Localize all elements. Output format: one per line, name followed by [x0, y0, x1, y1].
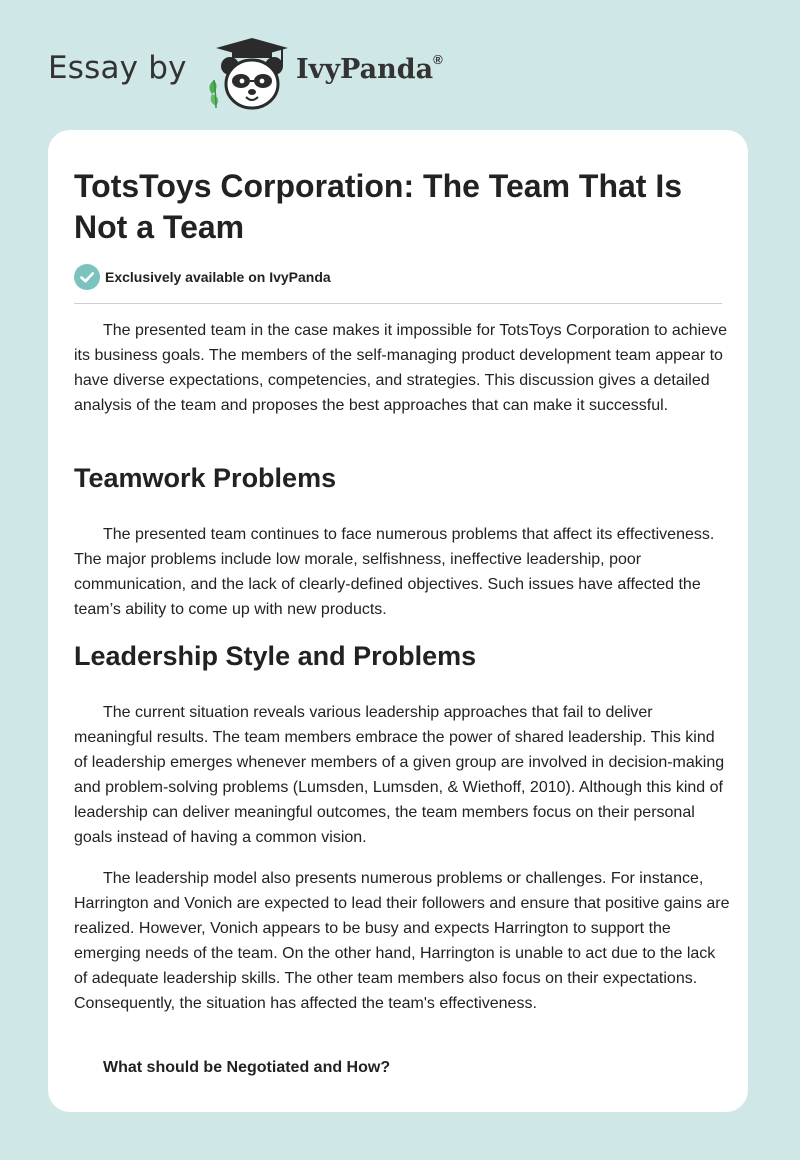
badge-label: Exclusively available on IvyPanda: [105, 269, 331, 285]
divider: [74, 303, 722, 304]
check-circle-icon: [74, 264, 100, 290]
panda-graduate-logo-icon[interactable]: [202, 36, 294, 112]
registered-mark: ®: [433, 52, 443, 67]
leadership-paragraph-1: The current situation reveals various leadership approaches that fail to deliver meaningful results. The team members embrace the power of shared leadership. This kind of leadership emerges whenever members of a given group are involved in decision-making and problem-solving problems (Lumsden, Lumsden, & Wiethoff, 2010). Although this kind of leadership can deliver meaningful outcomes, the team members focus on their personal goals instead of having a common vision.: [74, 704, 725, 846]
site-header: [48, 36, 508, 116]
teamwork-paragraph: The presented team continues to face numerous problems that affect its effectiveness. The major problems include low morale, selfishness, ineffective leadership, poor communication, and the lack of clearly-defined objectives. Such issues have affected the team’s ability to come up with new products.: [74, 526, 715, 618]
section-heading-leadership: Leadership Style and Problems: [74, 641, 477, 671]
essay-by-label: Essay by: [48, 50, 187, 86]
leadership-paragraph-2: The leadership model also presents numerous problems or challenges. For instance, Harrington and Vonich are expected to lead their followers and ensure that positive gains are realized. However, Vonich appears to be busy and expects Harrington to support the emerging needs of the team. On the other hand, Harrington is unable to act due to the lack of adequate leadership skills. The other team members also focus on their expectations. Consequently, the situation has affected the team's effectiveness.: [74, 870, 730, 1012]
article-card: [48, 130, 748, 1112]
article-title: TotsToys Corporation: The Team That Is Not a Team: [74, 168, 683, 245]
brand-name[interactable]: [296, 54, 443, 85]
intro-paragraph: The presented team in the case makes it impossible for TotsToys Corporation to achieve its business goals. The members of the self-managing product development team appear to have diverse expectations, competencies, and strategies. This discussion gives a detailed analysis of the team and proposes the best approaches that can make it successful.: [74, 322, 728, 414]
brand-text: IvyPanda: [296, 54, 434, 85]
section-heading-teamwork: Teamwork Problems: [74, 463, 337, 493]
subheading-negotiation: What should be Negotiated and How?: [103, 1059, 391, 1076]
